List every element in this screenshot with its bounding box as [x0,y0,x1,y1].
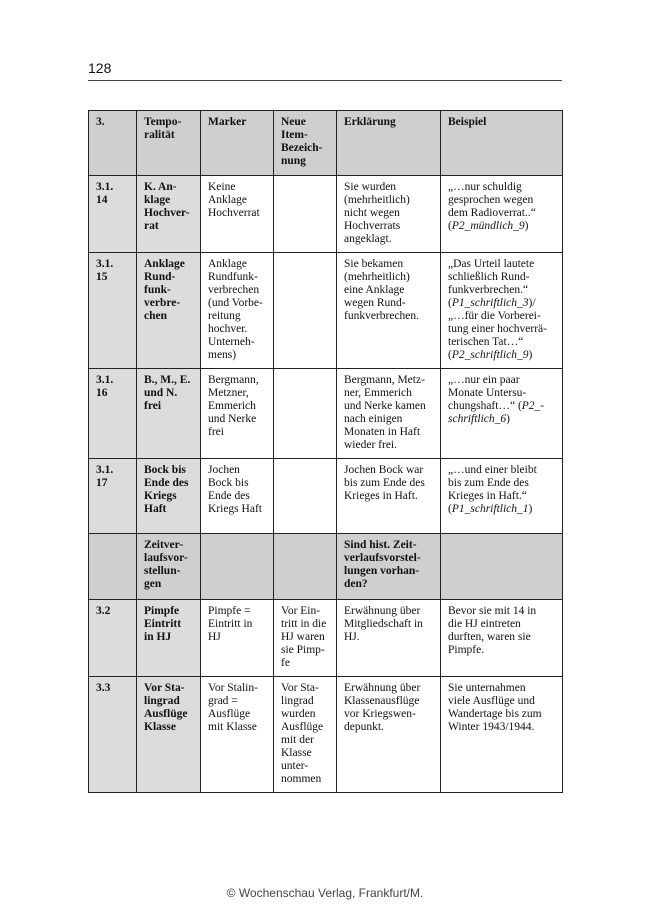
row-marker: Jochen Bock bis Ende des Kriegs Haft [201,459,274,534]
row-new-item [274,459,337,534]
row-new-item [274,534,337,600]
row-example: Bevor sie mit 14 in die HJ eintreten durften, waren sie Pimpfe. [441,600,563,677]
row-example: „…nur schuldig gesprochen wegen dem Radioverrat..“ (P2_mündlich_9) [441,176,563,253]
row-explanation: Sind hist. Zeit- verlaufsvorstel- lungen vorhan- den? [337,534,441,600]
row-marker: Pimpfe = Eintritt in HJ [201,600,274,677]
row-category: Pimpfe Eintritt in HJ [137,600,201,677]
row-category: Anklage Rund- funk- verbre- chen [137,253,201,369]
row-id: 3.1. 17 [89,459,137,534]
row-new-item [274,176,337,253]
header-category: Tempo- ralität [137,111,201,176]
table-row [89,369,563,459]
row-id: 3.1. 14 [89,176,137,253]
table-row [89,677,563,793]
header-rule [88,80,562,81]
row-id: 3.3 [89,677,137,793]
row-explanation: Jochen Bock war bis zum Ende des Krieges in Haft. [337,459,441,534]
table-row [89,600,563,677]
row-marker: Anklage Rundfunk- verbrechen (und Vorbe- reitung hochver. Unterneh- mens) [201,253,274,369]
coding-table [88,110,563,793]
row-new-item [274,253,337,369]
table-row [89,253,563,369]
row-category: Bock bis Ende des Kriegs Haft [137,459,201,534]
table-header-row [89,111,563,176]
row-example: „…und einer bleibt bis zum Ende des Krieges in Haft.“ (P1_schriftlich_1) [441,459,563,534]
row-explanation: Sie bekamen (mehrheitlich) eine Anklage wegen Rund- funkverbrechen. [337,253,441,369]
row-category: Vor Sta- lingrad Ausflüge Klasse [137,677,201,793]
row-new-item: Vor Ein- tritt in die HJ waren sie Pimp- fe [274,600,337,677]
row-category: K. An- klage Hochver- rat [137,176,201,253]
row-marker [201,534,274,600]
row-category: Zeitver- laufsvor- stellun- gen [137,534,201,600]
page-number: 128 [88,60,112,76]
row-id: 3.2 [89,600,137,677]
header-marker: Marker [201,111,274,176]
row-id: 3.1. 16 [89,369,137,459]
table-row [89,176,563,253]
header-new-item: Neue Item- Bezeich- nung [274,111,337,176]
row-new-item: Vor Sta- lingrad wurden Ausflüge mit der Klasse unter- nommen [274,677,337,793]
row-marker: Vor Stalin- grad = Ausflüge mit Klasse [201,677,274,793]
row-id [89,534,137,600]
header-id: 3. [89,111,137,176]
row-example: „Das Urteil lautete schließlich Rund- funkverbrechen.“ (P1_schriftlich_3)/ „…für die Vorberei- tung einer hochverrä- terischen Tat…“ (P2_schriftlich_9) [441,253,563,369]
row-id: 3.1. 15 [89,253,137,369]
row-explanation: Erwähnung über Mitgliedschaft in HJ. [337,600,441,677]
row-marker: Keine Anklage Hochverrat [201,176,274,253]
row-explanation: Bergmann, Metz- ner, Emmerich und Nerke kamen nach einigen Monaten in Haft wieder frei. [337,369,441,459]
row-new-item [274,369,337,459]
footer-copyright: © Wochenschau Verlag, Frankfurt/M. [226,886,424,900]
table-section-row [89,534,563,600]
header-example: Beispiel [441,111,563,176]
table-row [89,459,563,534]
row-marker: Bergmann, Metzner, Emmerich und Nerke frei [201,369,274,459]
row-explanation: Erwähnung über Klassenausflüge vor Kriegswen- depunkt. [337,677,441,793]
row-example: Sie unternahmen viele Ausflüge und Wandertage bis zum Winter 1943/1944. [441,677,563,793]
row-category: B., M., E. und N. frei [137,369,201,459]
header-explanation: Erklärung [337,111,441,176]
row-example [441,534,563,600]
row-example: „…nur ein paar Monate Untersu- chungshaft…“ (P2_- schriftlich_6) [441,369,563,459]
row-explanation: Sie wurden (mehrheitlich) nicht wegen Hochverrats angeklagt. [337,176,441,253]
